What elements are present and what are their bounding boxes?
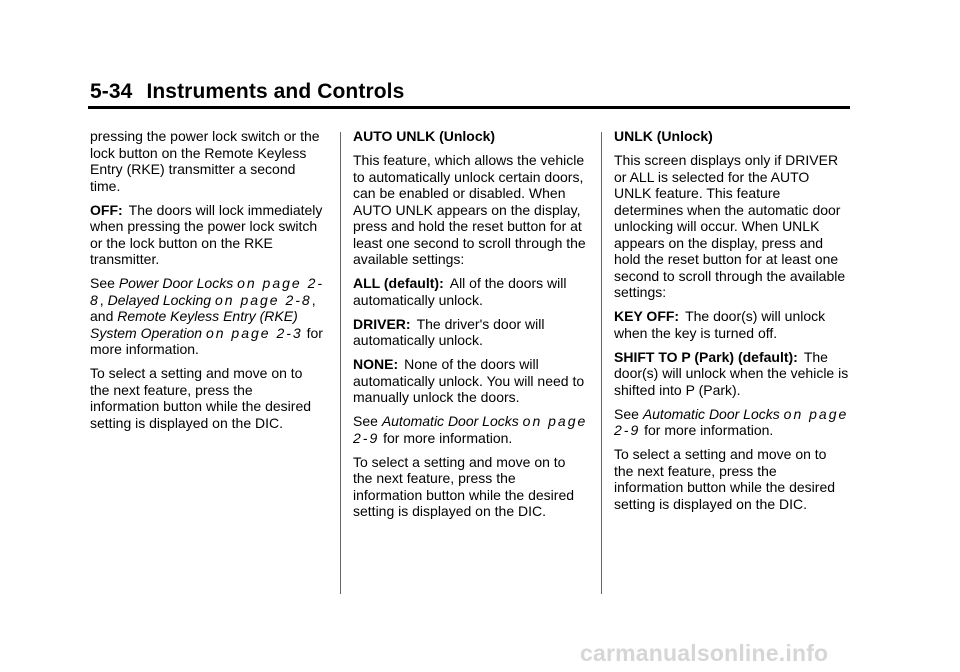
see-text: See xyxy=(353,413,378,429)
paragraph-off xyxy=(90,202,325,268)
page-ref[interactable]: on page 2-9 xyxy=(614,405,849,438)
separator: , and xyxy=(90,291,316,324)
setting-label: OFF: xyxy=(90,201,123,218)
paragraph: To select a setting and move on to the next feature, press the information button while the desired setting is displayed on the DIC. xyxy=(90,365,312,431)
link-delayed-locking[interactable]: Delayed Locking xyxy=(107,291,212,308)
setting-text: The driver's door will automatically unlock. xyxy=(353,315,545,348)
setting-text: The doors will lock immediately when pressing the power lock switch or the lock button on the RKE transmitter. xyxy=(90,201,323,267)
setting-label: DRIVER: xyxy=(353,315,411,332)
setting-text: None of the doors will automatically unlock. You will need to manually unlock the doors. xyxy=(353,356,585,405)
setting-label: KEY OFF: xyxy=(614,308,680,324)
paragraph-key-off xyxy=(614,308,849,341)
column-1 xyxy=(90,128,325,439)
setting-text: All of the doors will automatically unlock. xyxy=(353,275,567,308)
heading-text: AUTO UNLK (Unlock) xyxy=(353,128,496,144)
page-number: 5-34 xyxy=(90,80,133,103)
paragraph: This feature, which allows the vehicle to automatically unlock certain doors, can be enabled or disabled. When AUTO UNLK appears on the display, press and hold the reset button for at least one second to scroll through the available settings: xyxy=(353,152,586,267)
paragraph-all xyxy=(353,275,588,308)
paragraph: This screen displays only if DRIVER or ALL is selected for the AUTO UNLK feature. This feature determines when the automatic door unlocking will occur. When UNLK appears on the display, press and hold the reset button for at least one second to scroll through the available settings: xyxy=(614,152,846,300)
setting-label: NONE: xyxy=(353,356,399,372)
paragraph-see-also xyxy=(90,275,325,358)
separator: , xyxy=(99,291,104,308)
heading-text: UNLK (Unlock) xyxy=(614,128,713,144)
setting-text: The door(s) will unlock when the key is turned off. xyxy=(614,308,826,341)
paragraph-see-also xyxy=(353,413,588,446)
paragraph: pressing the power lock switch or the lock button on the Remote Keyless Entry (RKE) transmitter a second time. xyxy=(90,128,320,194)
setting-label: ALL (default): xyxy=(353,275,444,291)
setting-label: SHIFT TO P (Park) (default): xyxy=(614,348,798,365)
page-ref[interactable]: on page 2-8 xyxy=(214,291,312,308)
link-power-door-locks[interactable]: Power Door Locks xyxy=(118,275,234,291)
watermark: carmanualsonline.info xyxy=(580,640,829,666)
column-3 xyxy=(614,128,849,520)
link-automatic-door-locks[interactable]: Automatic Door Locks xyxy=(642,405,780,422)
section-title: Instruments and Controls xyxy=(146,80,405,103)
paragraph-none xyxy=(353,356,588,406)
paragraph-shift-to-p xyxy=(614,349,849,399)
see-tail: for more information. xyxy=(383,429,513,446)
section-heading xyxy=(614,128,849,145)
link-rke-operation[interactable]: Remote Keyless Entry (RKE) System Operation xyxy=(90,308,298,341)
column-divider-2 xyxy=(601,132,602,594)
page-ref[interactable]: on page 2-3 xyxy=(205,324,303,341)
page-header xyxy=(90,80,404,104)
see-tail: for more information. xyxy=(644,422,774,438)
page-ref[interactable]: on page 2-8 xyxy=(90,275,325,308)
paragraph: To select a setting and move on to the next feature, press the information button while the desired setting is displayed on the DIC. xyxy=(614,446,836,512)
link-automatic-door-locks[interactable]: Automatic Door Locks xyxy=(381,413,519,429)
page-ref[interactable]: on page 2-9 xyxy=(353,413,588,446)
setting-text: The door(s) will unlock when the vehicle is shifted into P (Park). xyxy=(614,348,849,398)
paragraph: To select a setting and move on to the next feature, press the information button while the desired setting is displayed on the DIC. xyxy=(353,453,575,519)
see-text: See xyxy=(90,275,115,291)
section-heading xyxy=(353,128,588,145)
column-divider-1 xyxy=(340,132,341,594)
see-text: See xyxy=(614,405,639,422)
see-tail: for more information. xyxy=(90,324,323,357)
column-2 xyxy=(353,128,588,527)
paragraph-see-also xyxy=(614,406,849,439)
paragraph-driver xyxy=(353,316,588,349)
header-rule xyxy=(88,106,850,109)
